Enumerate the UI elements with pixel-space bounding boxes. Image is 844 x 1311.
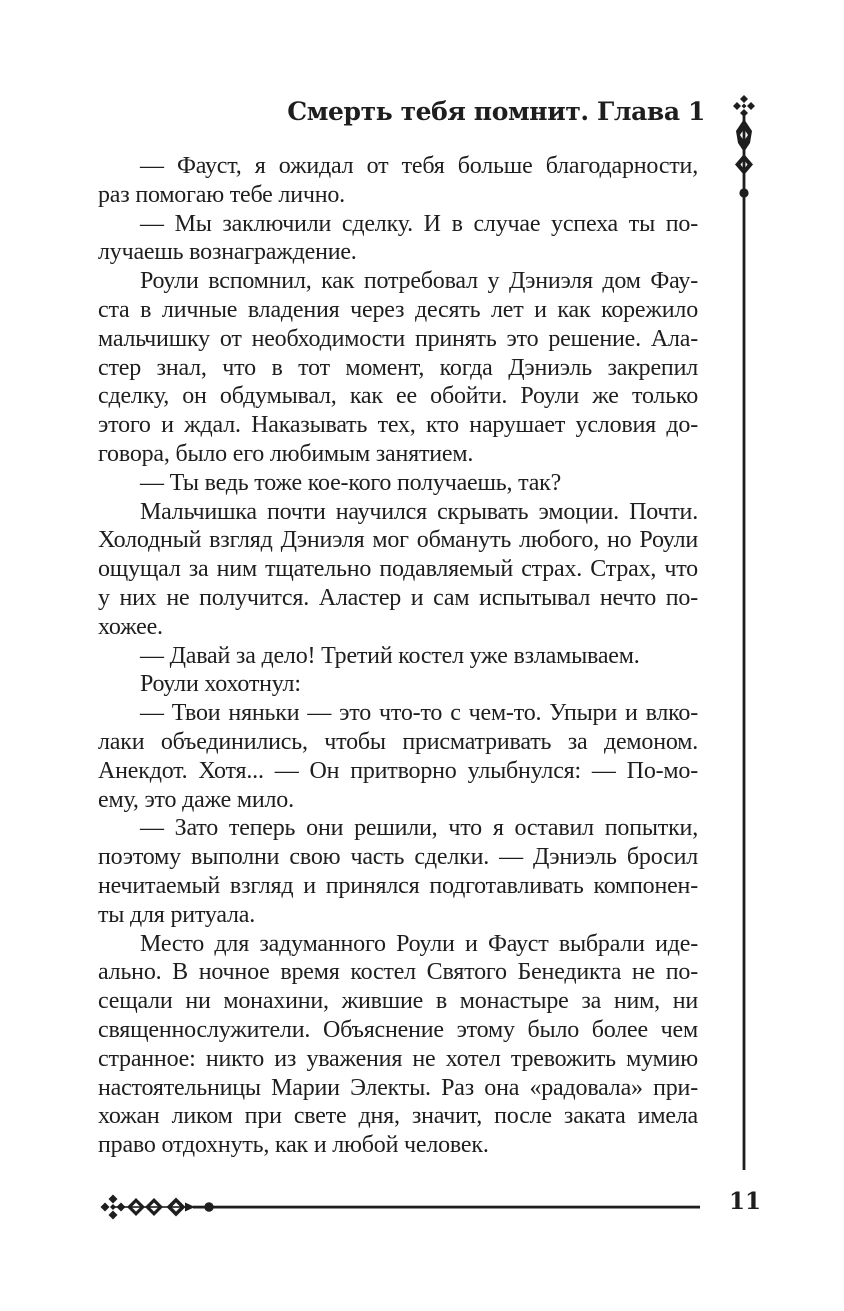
paragraph bbox=[98, 699, 698, 814]
vertical-rule bbox=[743, 115, 746, 1170]
text-line: — Ты ведь тоже кое-кого получаешь, так? bbox=[140, 469, 562, 496]
text-line: право отдохнуть, как и любой человек. bbox=[98, 1132, 489, 1159]
text-line: ста в личные владения через десять лет и как корежило bbox=[98, 296, 698, 323]
text-line: — Твои няньки — это что-то с чем-то. Упыри и влко- bbox=[140, 700, 698, 727]
diamond-arrow-ornament-icon bbox=[167, 1198, 196, 1217]
paragraph bbox=[98, 498, 698, 642]
text-line: раз помогаю тебе лично. bbox=[98, 181, 345, 208]
text-line: настоятельницы Марии Электы. Раз она «радовала» при- bbox=[98, 1074, 698, 1101]
text-line: хожан ликом при свете дня, значит, после заката имела bbox=[98, 1103, 698, 1130]
text-line: ально. В ночное время костел Святого Бенедикта не по- bbox=[98, 959, 698, 986]
text-line: стер знал, что в тот момент, когда Дэниэль закрепил bbox=[98, 354, 698, 381]
chapter-margin-ornament-icon bbox=[730, 95, 758, 1173]
text-line: у них не получится. Аластер и сам испытывал нечто по- bbox=[98, 584, 698, 611]
text-line: — Давай за дело! Третий костел уже взламываем. bbox=[140, 642, 640, 669]
text-line: ему, это даже мило. bbox=[98, 786, 294, 813]
text-line: лаки объединились, чтобы присматривать за демоном. bbox=[98, 728, 698, 755]
text-line: Место для задуманного Роули и Фауст выбрали иде- bbox=[140, 930, 698, 957]
text-line: священнослужители. Объяснение этому было более чем bbox=[98, 1016, 698, 1043]
text-line: — Фауст, я ожидал от тебя больше благодарности, bbox=[140, 153, 698, 179]
text-line: — Зато теперь они решили, что я оставил попытки, bbox=[140, 815, 698, 842]
text-line: — Мы заключили сделку. И в случае успеха ты по- bbox=[140, 210, 698, 237]
paragraph bbox=[98, 152, 698, 210]
paragraph bbox=[98, 930, 698, 1160]
text-line: ты для ритуала. bbox=[98, 901, 256, 928]
paragraph bbox=[98, 210, 698, 268]
text-line: Роули вспомнил, как потребовал у Дэниэля дом Фау- bbox=[140, 268, 698, 295]
text-line: мальчишку от необходимости принять это решение. Ала- bbox=[98, 325, 698, 352]
text-line: Анекдот. Хотя... — Он притворно улыбнулся: — По-мо- bbox=[98, 757, 698, 784]
paragraph bbox=[98, 469, 698, 498]
text-line: сделку, он обдумывал, как ее обойти. Роули же только bbox=[98, 383, 698, 410]
cross-finial-icon bbox=[733, 95, 755, 117]
text-line: хожее. bbox=[98, 613, 163, 640]
running-head-chapter-title: Смерть тебя помнит. Глава 1 bbox=[287, 97, 705, 126]
page-number: 11 bbox=[728, 1188, 761, 1215]
paragraph bbox=[98, 670, 698, 699]
text-line: странное: никто из уважения не хотел тревожить мумию bbox=[98, 1045, 698, 1072]
paragraph bbox=[98, 814, 698, 929]
text-line: Холодный взгляд Дэниэля мог обмануть любого, но Роули bbox=[98, 527, 698, 554]
text-line: этого и ждал. Наказывать тех, кто нарушает условия до- bbox=[98, 412, 698, 439]
text-line: Мальчишка почти научился скрывать эмоции. Почти. bbox=[140, 498, 698, 525]
text-line: сещали ни монахини, жившие в монастыре за ним, ни bbox=[98, 988, 698, 1015]
text-line: лучаешь вознаграждение. bbox=[98, 239, 357, 266]
text-line: нечитаемый взгляд и принялся подготавливать компонен- bbox=[98, 872, 698, 899]
text-line: Роули хохотнул: bbox=[140, 671, 301, 698]
text-line: говора, было его любимым занятием. bbox=[98, 440, 474, 467]
paragraph bbox=[98, 642, 698, 671]
footer-rule bbox=[193, 1206, 700, 1209]
text-line: ощущал за ним тщательно подавляемый страх. Страх, что bbox=[98, 556, 698, 583]
body-text bbox=[98, 152, 698, 1160]
paragraph bbox=[98, 267, 698, 469]
footer-rule-ornament-icon bbox=[98, 1192, 700, 1222]
text-line: поэтому выполни свою часть сделки. — Дэниэль бросил bbox=[98, 844, 698, 871]
